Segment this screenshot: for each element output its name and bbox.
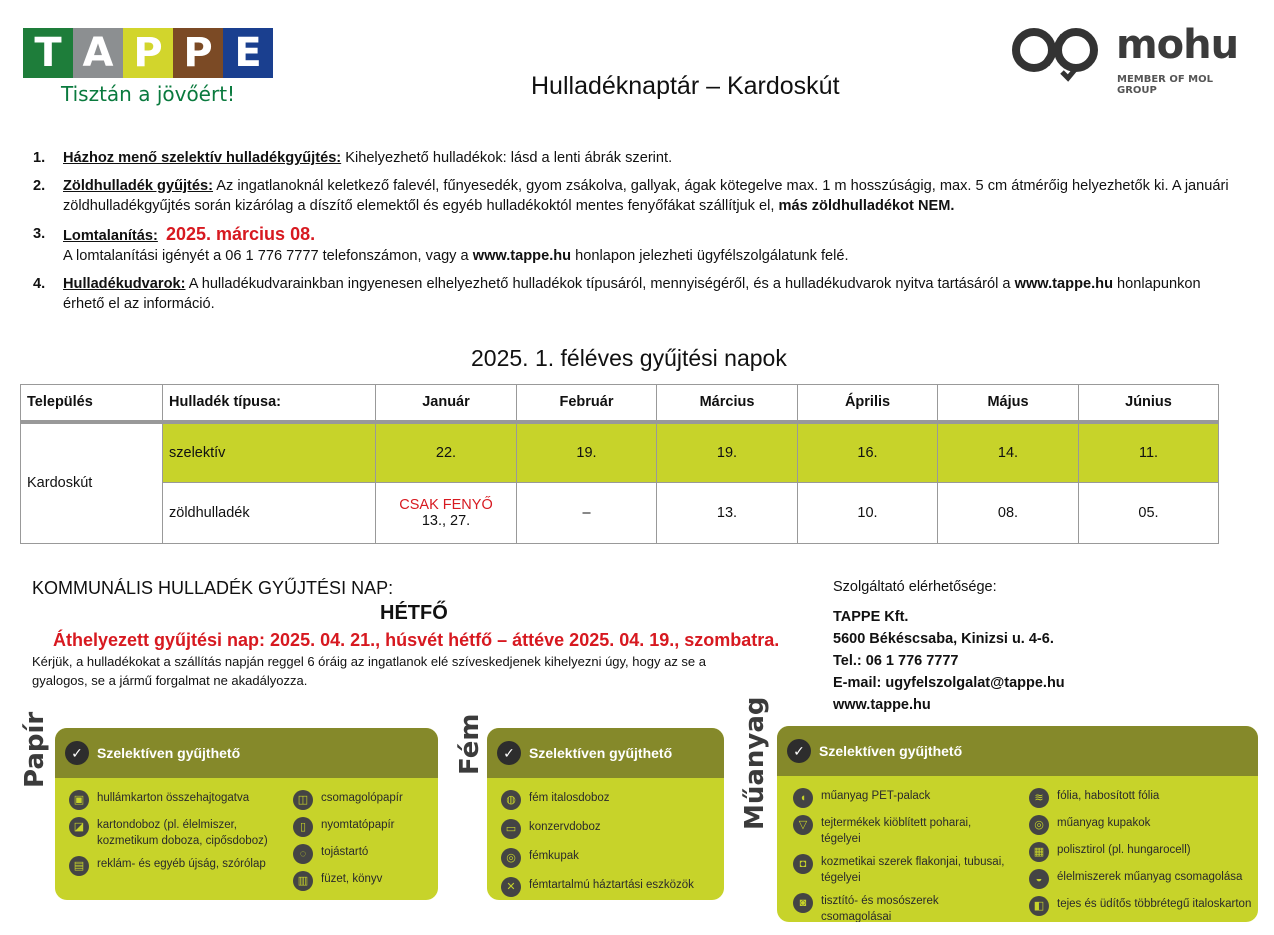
mohu-symbol-icon bbox=[1010, 26, 1106, 82]
item-text: fémkupak bbox=[529, 850, 579, 862]
header-cell: Június bbox=[1079, 385, 1219, 422]
item-text: A lomtalanítási igényét a 06 1 776 7777 telefonszámon, vagy a bbox=[63, 248, 473, 264]
cap-icon: ◎ bbox=[501, 848, 521, 868]
item-text: kozmetikai szerek flakonjai, tubusai, tégelyei bbox=[821, 856, 1005, 884]
tin-can-icon: ▭ bbox=[501, 819, 521, 839]
list-item bbox=[793, 893, 1008, 922]
metal-label: Fém bbox=[455, 713, 485, 775]
newspaper-icon: ▤ bbox=[69, 856, 89, 876]
check-icon: ✓ bbox=[65, 741, 89, 765]
date-cell bbox=[376, 483, 517, 544]
header-cell: Március bbox=[657, 385, 798, 422]
list-item bbox=[501, 848, 721, 868]
date-cell: 19. bbox=[657, 422, 798, 483]
schedule-table bbox=[20, 384, 1219, 544]
card-header-label: Szelektíven gyűjthető bbox=[97, 745, 241, 761]
item-text: honlapon jelezheti ügyfélszolgálatunk felé. bbox=[571, 248, 849, 264]
list-item bbox=[33, 274, 1243, 314]
logo-slogan: Tisztán a jövőért! bbox=[61, 82, 236, 106]
item-text-bold: más zöldhulladékot NEM. bbox=[778, 198, 955, 214]
provider-phone[interactable]: Tel.: 06 1 776 7777 bbox=[833, 653, 959, 669]
item-label: Zöldhulladék gyűjtés: bbox=[63, 178, 214, 194]
item-label: Lomtalanítás: bbox=[63, 228, 158, 244]
communal-alert: Áthelyezett gyűjtési nap: 2025. 04. 21., húsvét hétfő – áttéve 2025. 04. 19., szombatra. bbox=[53, 630, 780, 650]
item-label: Hulladékudvarok: bbox=[63, 276, 186, 292]
list-item bbox=[501, 877, 721, 897]
provider-heading: Szolgáltató elérhetősége: bbox=[833, 579, 997, 595]
item-text: füzet, könyv bbox=[321, 873, 383, 885]
list-item bbox=[1029, 815, 1254, 835]
logo-letter: E bbox=[223, 28, 273, 78]
date-cell: 08. bbox=[938, 483, 1079, 544]
header-cell: Április bbox=[798, 385, 938, 422]
cardboard-icon: ▣ bbox=[69, 790, 89, 810]
item-text: honlapunkon érhető el az információ. bbox=[63, 276, 1201, 312]
provider-name: TAPPE Kft. bbox=[833, 609, 909, 625]
list-number: 3. bbox=[33, 226, 46, 242]
food-package-icon: ◒ bbox=[1029, 869, 1049, 889]
wrapping-paper-icon: ◫ bbox=[293, 790, 313, 810]
date-cell: 14. bbox=[938, 422, 1079, 483]
header-cell: Hulladék típusa: bbox=[163, 385, 376, 422]
communal-day: HÉTFŐ bbox=[380, 602, 448, 624]
table-row bbox=[21, 422, 1219, 483]
item-text: élelmiszerek műanyag csomagolása bbox=[1057, 871, 1243, 883]
item-text: reklám- és egyéb újság, szórólap bbox=[97, 858, 266, 870]
fir-only-note: CSAK FENYŐ bbox=[399, 497, 493, 513]
communal-heading: KOMMUNÁLIS HULLADÉK GYŰJTÉSI NAP: bbox=[32, 578, 394, 598]
date-cell: – bbox=[517, 483, 657, 544]
cup-icon: ▽ bbox=[793, 815, 813, 835]
paper-label: Papír bbox=[20, 711, 50, 788]
cap-icon: ◎ bbox=[1029, 815, 1049, 835]
printer-paper-icon: ▯ bbox=[293, 817, 313, 837]
cosmetic-icon: ◘ bbox=[793, 854, 813, 874]
list-item bbox=[501, 819, 721, 839]
header-cell: Január bbox=[376, 385, 517, 422]
card-header-label: Szelektíven gyűjthető bbox=[529, 745, 673, 761]
type-cell: szelektív bbox=[163, 422, 376, 483]
carton-icon: ◧ bbox=[1029, 896, 1049, 916]
mohu-subtitle: MEMBER OF MOL GROUP bbox=[1117, 74, 1214, 96]
paper-card bbox=[55, 728, 438, 900]
egg-carton-icon: ◌ bbox=[293, 844, 313, 864]
date-cell: 10. bbox=[798, 483, 938, 544]
mohu-logo bbox=[1010, 22, 1240, 96]
card-header bbox=[487, 728, 724, 778]
item-text: fém italosdoboz bbox=[529, 792, 610, 804]
item-text: A hulladékudvarainkban ingyenesen elhelyezhető hulladékok típusáról, mennyiségéről, és a hulladékudvarok nyitva tartásáról a bbox=[185, 276, 1015, 292]
list-item bbox=[293, 844, 433, 864]
header-cell: Február bbox=[517, 385, 657, 422]
communal-note: Kérjük, a hulladékokat a szállítás napján reggel 6 óráig az ingatlanok elé szíveskedjenek kihelyezni úgy, hogy az se a gyalogos, se a jármű forgalmat ne akadályozza. bbox=[32, 654, 707, 688]
list-item bbox=[501, 790, 721, 810]
logo-letter: P bbox=[173, 28, 223, 78]
list-item bbox=[293, 817, 433, 837]
header-cell: Település bbox=[21, 385, 163, 422]
tappe-logo bbox=[23, 28, 273, 108]
list-item bbox=[69, 856, 279, 876]
card-header bbox=[55, 728, 438, 778]
settlement-cell: Kardoskút bbox=[21, 422, 163, 544]
bulk-date: 2025. március 08. bbox=[165, 224, 316, 244]
plastic-label: Műanyag bbox=[740, 696, 770, 830]
list-item bbox=[1029, 896, 1254, 916]
polystyrene-icon: ▦ bbox=[1029, 842, 1049, 862]
item-text: tojástartó bbox=[321, 846, 369, 858]
item-text: csomagolópapír bbox=[321, 792, 403, 804]
metal-card bbox=[487, 728, 724, 900]
item-label: Házhoz menő szelektív hulladékgyűjtés: bbox=[63, 150, 342, 166]
table-title: 2025. 1. féléves gyűjtési napok bbox=[471, 345, 787, 371]
date-value: 13., 27. bbox=[421, 513, 471, 529]
tools-icon: ✕ bbox=[501, 877, 521, 897]
provider-address: 5600 Békéscsaba, Kinizsi u. 4-6. bbox=[833, 631, 1054, 647]
list-number: 4. bbox=[33, 276, 46, 292]
item-text: tejes és üdítős többrétegű italoskarton bbox=[1057, 898, 1252, 910]
item-text: műanyag PET-palack bbox=[821, 790, 931, 802]
header-cell: Május bbox=[938, 385, 1079, 422]
check-icon: ✓ bbox=[497, 741, 521, 765]
logo-letter: A bbox=[73, 28, 123, 78]
list-item bbox=[1029, 842, 1254, 862]
provider-email[interactable]: E-mail: ugyfelszolgalat@tappe.hu bbox=[833, 675, 1065, 691]
list-item bbox=[793, 788, 1008, 808]
list-number: 1. bbox=[33, 150, 46, 166]
list-item bbox=[1029, 788, 1254, 808]
plastic-card bbox=[777, 726, 1258, 922]
item-text: polisztirol (pl. hungarocell) bbox=[1057, 844, 1191, 856]
can-icon: ◍ bbox=[501, 790, 521, 810]
item-text: fémtartalmú háztartási eszközök bbox=[529, 879, 694, 891]
info-list bbox=[33, 148, 1243, 322]
list-item bbox=[293, 790, 433, 810]
list-item bbox=[293, 871, 433, 891]
list-item bbox=[69, 790, 279, 810]
item-text: Kihelyezhető hulladékok: lásd a lenti ábrák szerint. bbox=[341, 150, 673, 166]
item-text: kartondoboz (pl. élelmiszer, kozmetikum doboza, cipősdoboz) bbox=[97, 819, 268, 847]
box-icon: ◪ bbox=[69, 817, 89, 837]
item-text: tisztító- és mosószerek csomagolásai bbox=[821, 895, 939, 922]
detergent-icon: ◙ bbox=[793, 893, 813, 913]
item-text: fólia, habosított fólia bbox=[1057, 790, 1160, 802]
list-item bbox=[793, 854, 1008, 886]
date-cell: 19. bbox=[517, 422, 657, 483]
list-number: 2. bbox=[33, 178, 46, 194]
item-text: konzervdoboz bbox=[529, 821, 601, 833]
mohu-name: mohu bbox=[1116, 22, 1239, 68]
item-text: tejtermékek kiöblített poharai, tégelyei bbox=[821, 817, 972, 845]
card-header bbox=[777, 726, 1258, 776]
provider-contact bbox=[833, 576, 1065, 716]
date-cell: 22. bbox=[376, 422, 517, 483]
logo-letter: P bbox=[123, 28, 173, 78]
item-text: hullámkarton összehajtogatva bbox=[97, 792, 250, 804]
check-icon: ✓ bbox=[787, 739, 811, 763]
type-cell: zöldhulladék bbox=[163, 483, 376, 544]
website-link[interactable]: www.tappe.hu bbox=[472, 248, 572, 264]
list-item bbox=[1029, 869, 1254, 889]
table-header-row bbox=[21, 385, 1219, 422]
list-item bbox=[33, 224, 1243, 266]
item-text: nyomtatópapír bbox=[321, 819, 395, 831]
date-cell: 13. bbox=[657, 483, 798, 544]
item-text: műanyag kupakok bbox=[1057, 817, 1151, 829]
page-title: Hulladéknaptár – Kardoskút bbox=[531, 72, 840, 100]
date-cell: 05. bbox=[1079, 483, 1219, 544]
foil-icon: ≋ bbox=[1029, 788, 1049, 808]
book-icon: ▥ bbox=[293, 871, 313, 891]
card-header-label: Szelektíven gyűjthető bbox=[819, 743, 963, 759]
table-row bbox=[21, 483, 1219, 544]
list-item bbox=[33, 148, 1243, 168]
list-item bbox=[69, 817, 279, 849]
date-cell: 11. bbox=[1079, 422, 1219, 483]
website-link[interactable]: www.tappe.hu bbox=[1014, 276, 1113, 292]
bottle-icon: ◖ bbox=[793, 788, 813, 808]
list-item bbox=[793, 815, 1008, 847]
logo-letter: T bbox=[23, 28, 73, 78]
item-text: Az ingatlanoknál keletkező falevél, fűnyesedék, gyom zsákolva, gallyak, ágak kötegelve max. 1 m hosszúságig, max. 5 cm átmérőig helyezhetők ki. A januári zöldhulladékgyűjtés során kizárólag a díszítő elemektől és egyéb hulladékoktól mentes fenyőfákat szállítjuk el, bbox=[63, 178, 1229, 214]
provider-website[interactable]: www.tappe.hu bbox=[833, 697, 931, 713]
list-item bbox=[33, 176, 1243, 216]
date-cell: 16. bbox=[798, 422, 938, 483]
